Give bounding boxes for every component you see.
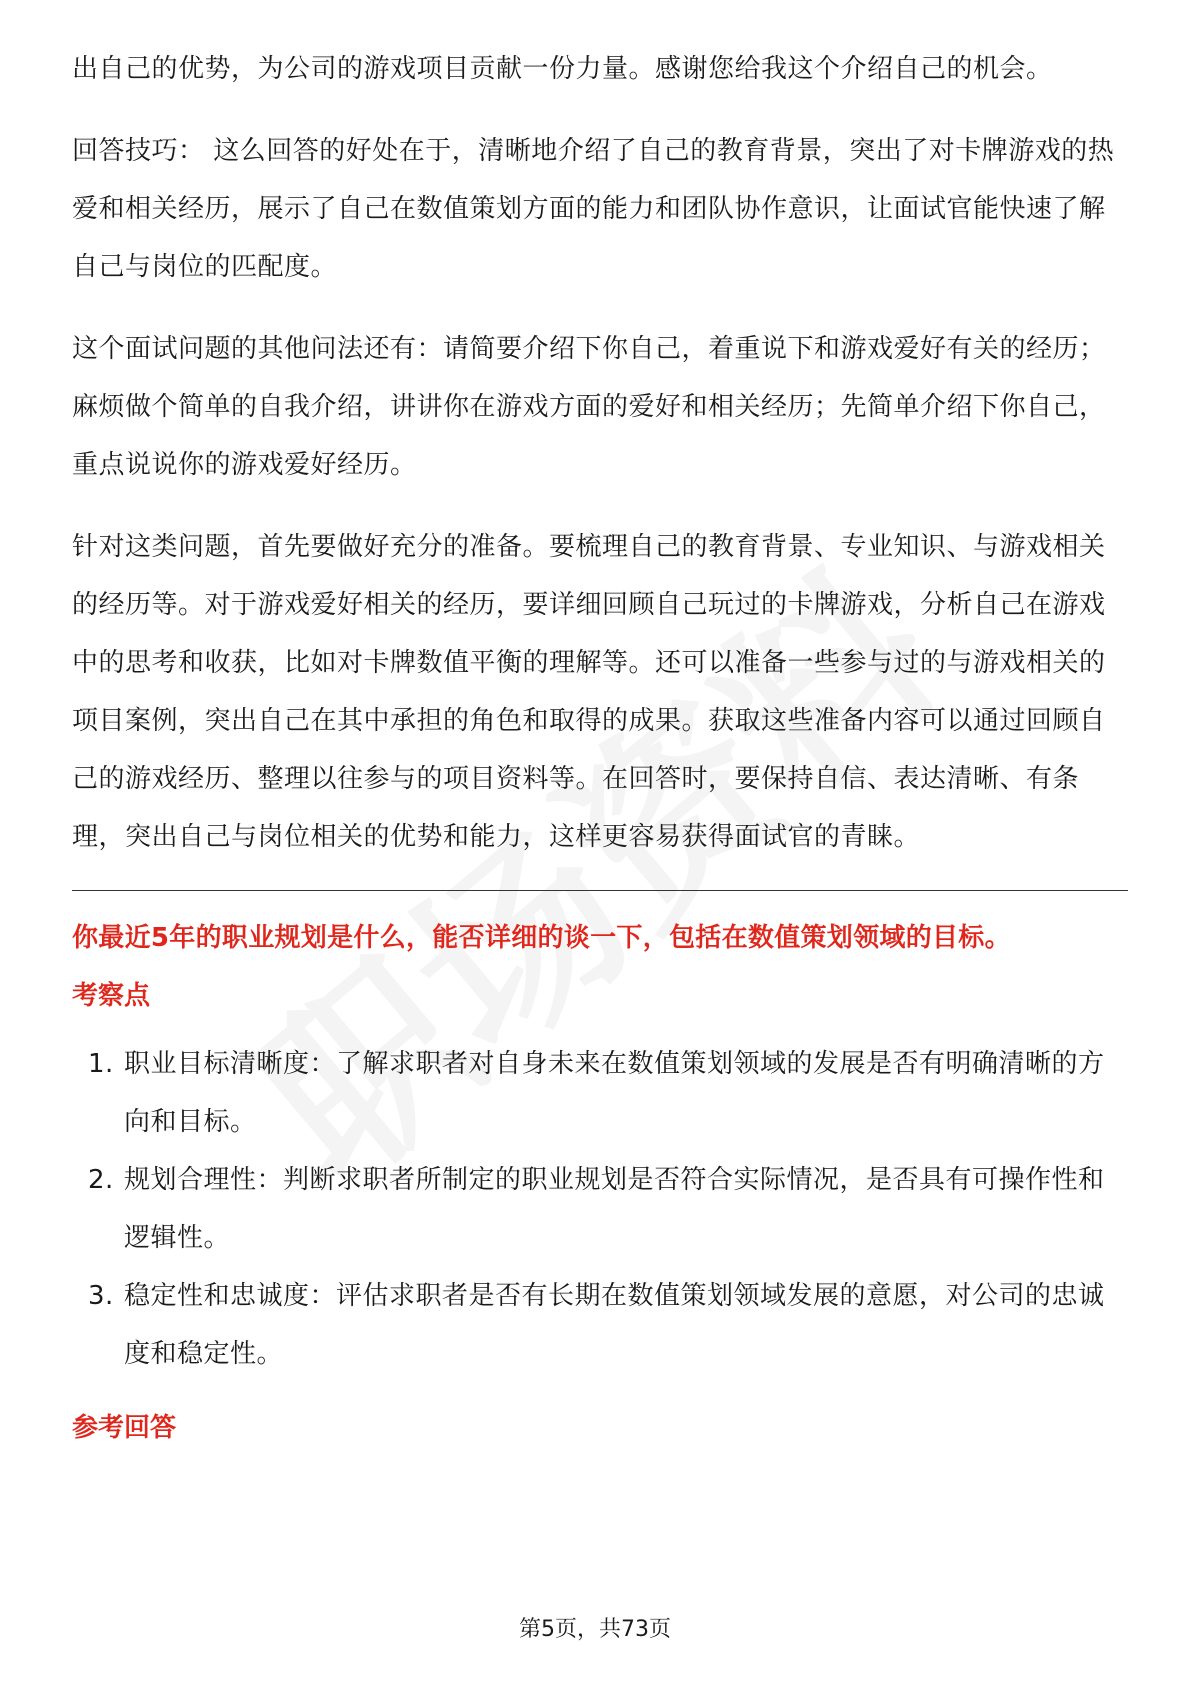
list-item-text: 职业目标清晰度：了解求职者对自身未来在数值策划领域的发展是否有明确清晰的方向和目标。: [124, 1049, 1105, 1137]
points-heading: 考察点: [72, 981, 151, 1011]
list-item: [72, 1151, 1128, 1267]
points-list: [72, 1035, 1128, 1383]
paragraph-intro-ending: 出自己的优势，为公司的游戏项目贡献一份力量。感谢您给我这个介绍自己的机会。: [72, 54, 1053, 84]
list-item: [72, 1267, 1128, 1383]
list-item-text: 稳定性和忠诚度：评估求职者是否有长期在数值策划领域发展的意愿，对公司的忠诚度和稳定性。: [124, 1281, 1105, 1369]
list-number: 2.: [88, 1165, 114, 1195]
interview-question: 你最近5年的职业规划是什么，能否详细的谈一下，包括在数值策划领域的目标。: [72, 923, 1011, 953]
document-body: [72, 40, 1128, 1467]
paragraph-answer-tips: 回答技巧： 这么回答的好处在于，清晰地介绍了自己的教育背景，突出了对卡牌游戏的热爱和相关经历，展示了自己在数值策划方面的能力和团队协作意识，让面试官能快速了解自己与岗位的匹配度。: [72, 136, 1115, 282]
list-item: [72, 1035, 1128, 1151]
list-number: 1.: [88, 1049, 114, 1079]
list-item-text: 规划合理性：判断求职者所制定的职业规划是否符合实际情况，是否具有可操作性和逻辑性。: [124, 1165, 1105, 1253]
paragraph-preparation-advice: 针对这类问题，首先要做好充分的准备。要梳理自己的教育背景、专业知识、与游戏相关的经历等。对于游戏爱好相关的经历，要详细回顾自己玩过的卡牌游戏，分析自己在游戏中的思考和收获，比如对卡牌数值平衡的理解等。还可以准备一些参与过的与游戏相关的项目案例，突出自己在其中承担的角色和取得的成果。获取这些准备内容可以通过回顾自己的游戏经历、整理以往参与的项目资料等。在回答时，要保持自信、表达清晰、有条理，突出自己与岗位相关的优势和能力，这样更容易获得面试官的青睐。: [72, 532, 1106, 852]
page-footer: 第5页，共73页: [519, 1617, 671, 1642]
list-number: 3.: [88, 1281, 114, 1311]
paragraph-alternative-questions: 这个面试问题的其他问法还有：请简要介绍下你自己，着重说下和游戏爱好有关的经历；麻烦做个简单的自我介绍，讲讲你在游戏方面的爱好和相关经历；先简单介绍下你自己，重点说说你的游戏爱好经历。: [72, 334, 1106, 480]
answer-heading: 参考回答: [72, 1413, 177, 1443]
section-divider: [72, 890, 1128, 891]
